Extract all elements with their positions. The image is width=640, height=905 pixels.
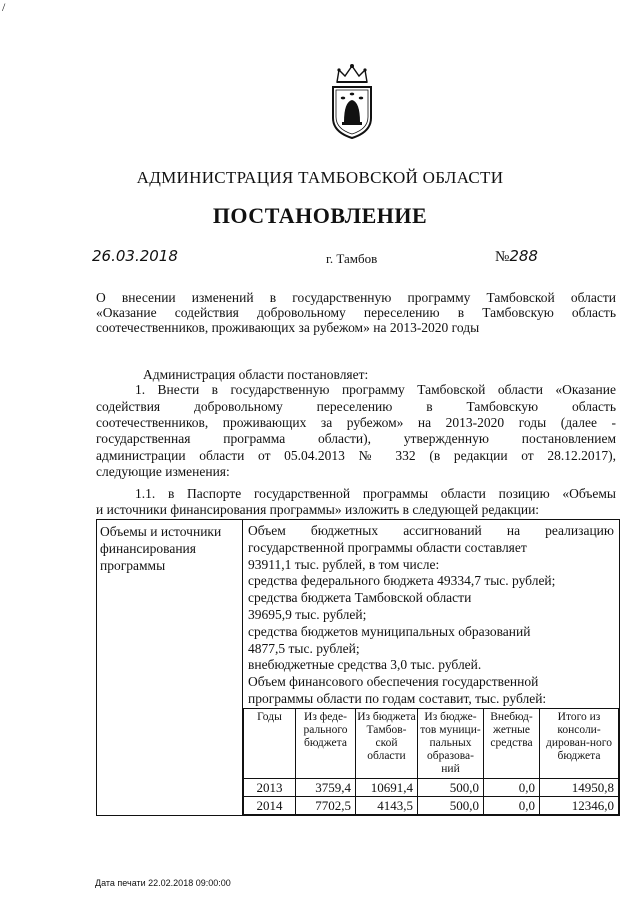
body-line: 1.1. в Паспорте государственной программы области позицию «Объемы — [135, 486, 616, 501]
table-cell: 0,0 — [484, 796, 540, 814]
passport-line: Объем финансового обеспечения государственной — [248, 674, 539, 690]
table-cell: 10691,4 — [356, 778, 418, 796]
passport-line: 4877,5 тыс. рублей; — [248, 640, 360, 656]
subject-line: О внесении изменений в государственную программу Тамбовской области — [96, 290, 616, 305]
passport-content — [243, 520, 620, 816]
passport-line: 93911,1 тыс. рублей, в том числе: — [248, 556, 440, 572]
passport-line: внебюджетные средства 3,0 тыс. рублей. — [248, 657, 482, 673]
funding-header-row — [244, 708, 619, 778]
table-cell: 0,0 — [484, 778, 540, 796]
column-header: Внебюд-жетные средства — [484, 708, 540, 778]
passport-line: государственной программы области составляет — [248, 539, 527, 555]
column-header: Годы — [244, 708, 296, 778]
column-header: Из феде-рального бюджета — [296, 708, 356, 778]
table-cell: 500,0 — [418, 778, 484, 796]
table-row — [244, 778, 619, 796]
passport-line: средства федерального бюджета 49334,7 тыс. рублей; — [248, 573, 556, 589]
passport-label: Объемы и источники финансирования программы — [97, 520, 243, 816]
passport-line: 39695,9 тыс. рублей; — [248, 606, 367, 622]
passport-line: средства бюджета Тамбовской области — [248, 590, 472, 606]
table-cell: 3759,4 — [296, 778, 356, 796]
table-cell: 7702,5 — [296, 796, 356, 814]
table-cell: 4143,5 — [356, 796, 418, 814]
passport-table — [96, 519, 620, 816]
number-value: 288 — [509, 247, 538, 265]
passport-line: программы области по годам составит, тыс. рублей: — [248, 690, 547, 706]
document-number — [495, 247, 538, 266]
tambov-coat-of-arms-icon — [327, 60, 377, 140]
funding-by-year-table — [243, 708, 619, 815]
column-header: Из бюджета Тамбов-ской области — [356, 708, 418, 778]
body-line: 1. Внести в государственную программу Тамбовской области «Оказание — [135, 382, 616, 397]
document-city: г. Тамбов — [326, 251, 378, 266]
body-line: администрации области от 05.04.2013 № 332 (в редакции от 28.12.2017), — [96, 448, 616, 463]
body-line: соотечественников, проживающих за рубежом» на 2013-2020 годы (далее - — [96, 415, 616, 430]
body-line: Администрация области постановляет: — [143, 367, 369, 382]
corner-mark: / — [2, 0, 6, 14]
table-cell: 14950,8 — [540, 778, 619, 796]
table-row — [244, 796, 619, 814]
passport-line: Объем бюджетных ассигнований на реализацию — [248, 523, 614, 538]
document-title: ПОСТАНОВЛЕНИЕ — [212, 203, 428, 228]
year-cell: 2014 — [244, 796, 296, 814]
print-date: Дата печати 22.02.2018 09:00:00 — [95, 878, 231, 888]
passport-line: средства бюджетов муниципальных образований — [248, 623, 531, 639]
body-line: следующие изменения: — [96, 464, 230, 479]
number-prefix: № — [495, 249, 510, 265]
column-header: Итого из консоли-дирован-ного бюджета — [540, 708, 619, 778]
year-cell: 2013 — [244, 778, 296, 796]
subject-line: соотечественников, проживающих за рубежом» на 2013-2020 годы — [96, 320, 480, 335]
subject-line: «Оказание содействия добровольному переселению в Тамбовскую область — [96, 305, 616, 320]
column-header: Из бюдже-тов муници-пальных образова-ний — [418, 708, 484, 778]
document-date: 26.03.2018 — [92, 247, 178, 265]
table-cell: 12346,0 — [540, 796, 619, 814]
body-line: содействия добровольному переселению в Тамбовскую область — [96, 399, 616, 414]
body-line: государственная программа области), утвержденную постановлением — [96, 431, 616, 446]
body-line: и источники финансирования программы» изложить в следующей редакции: — [96, 502, 540, 517]
administration-title: АДМИНИСТРАЦИЯ ТАМБОВСКОЙ ОБЛАСТИ — [136, 168, 504, 187]
table-cell: 500,0 — [418, 796, 484, 814]
